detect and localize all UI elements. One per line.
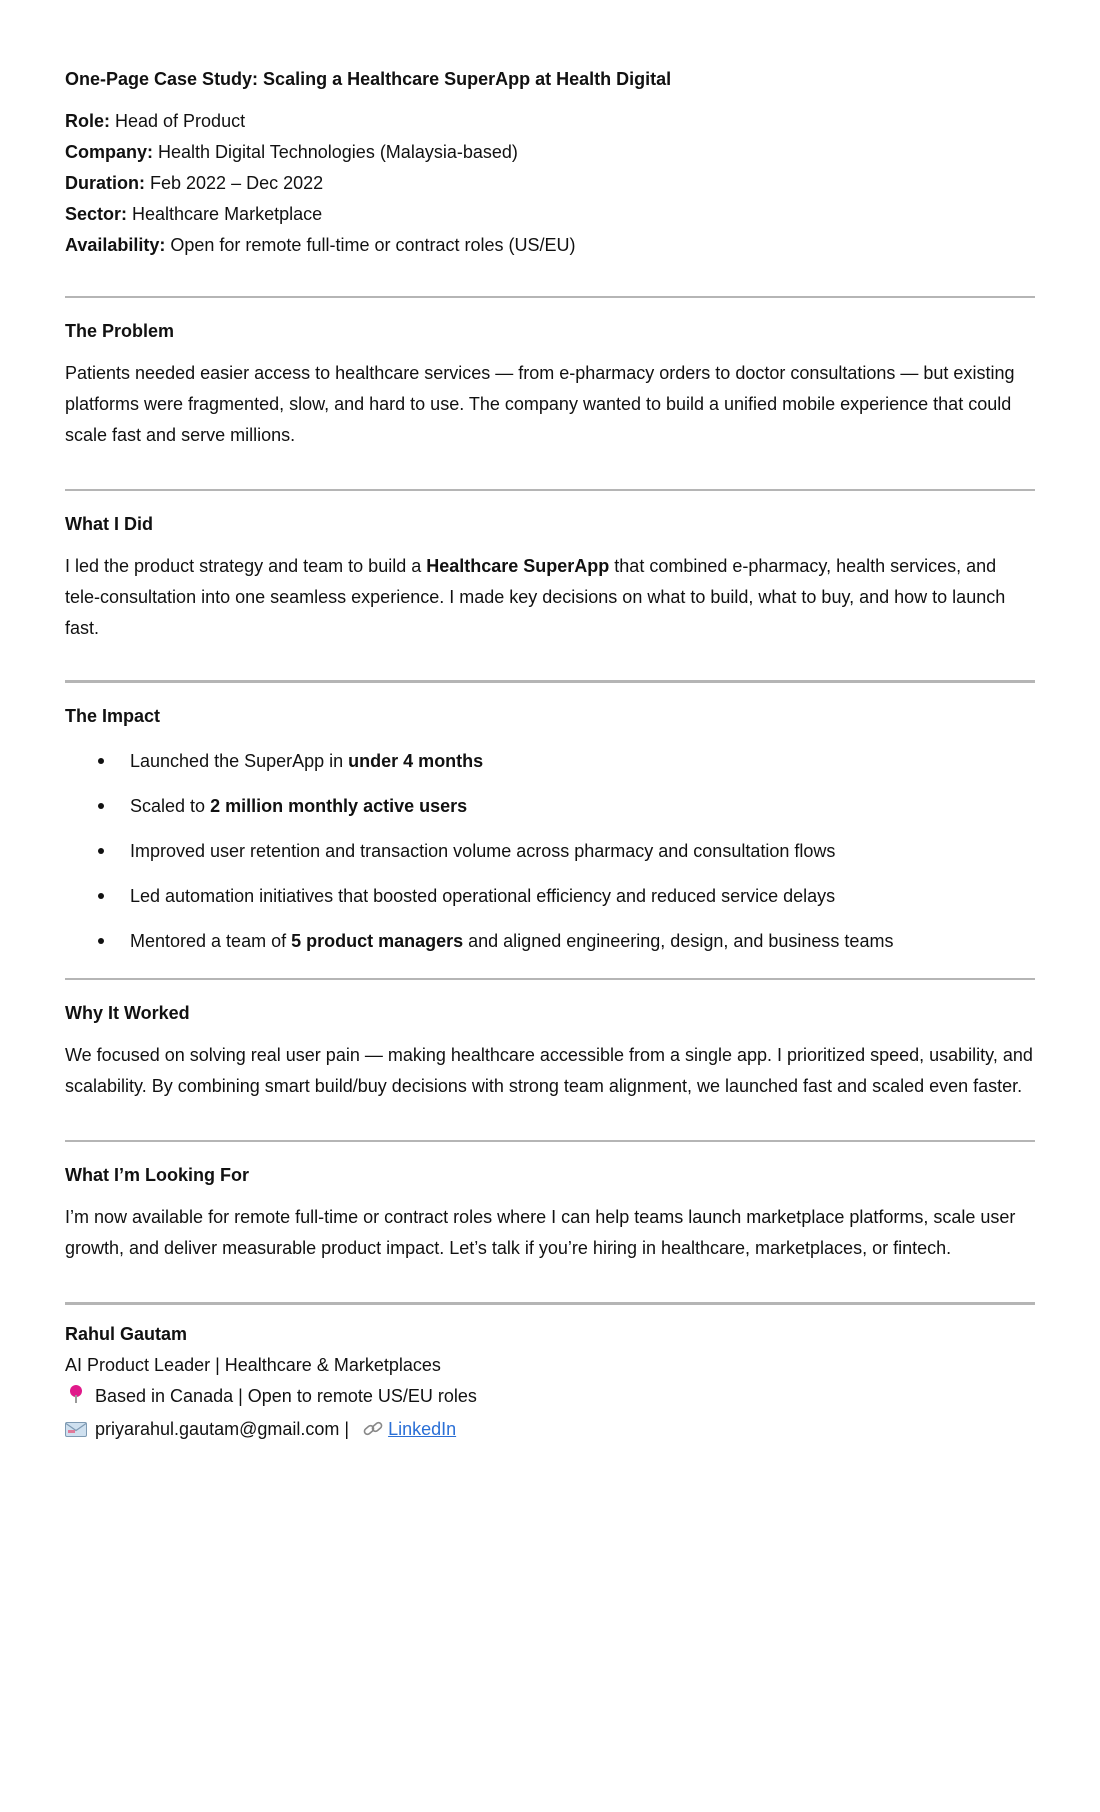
list-item	[65, 746, 1035, 776]
meta-role	[65, 106, 1035, 137]
text-run: Mentored a team of	[130, 931, 292, 951]
text-run: Launched the SuperApp in	[130, 751, 349, 771]
meta-value: Health Digital Technologies (Malaysia-based)	[153, 142, 518, 162]
bullet-icon	[98, 938, 104, 944]
text-emphasis: 2 million monthly active users	[210, 796, 468, 816]
text-run: that combined e-pharmacy, health services, and tele-consultation into one seamless experience. I made key decisions on what to build, what to buy, and how to launch fast.	[65, 556, 1006, 638]
bullet-icon	[98, 848, 104, 854]
text-emphasis: Healthcare SuperApp	[426, 556, 610, 576]
meta-block	[65, 106, 1035, 261]
link-icon	[362, 1420, 384, 1438]
meta-value: Healthcare Marketplace	[127, 204, 323, 224]
author-location	[65, 1380, 1035, 1413]
section-what-i-did	[65, 491, 1035, 644]
meta-value: Feb 2022 – Dec 2022	[145, 173, 324, 193]
list-item	[65, 791, 1035, 821]
list-item	[65, 926, 1035, 956]
section-text: Patients needed easier access to healthcare services — from e-pharmacy orders to doctor consultations — but existing platforms were fragmented, slow, and hard to use. The company wanted to build a unified mobile experience that could scale fast and serve millions.	[65, 363, 1015, 445]
meta-value: Head of Product	[110, 111, 246, 131]
section-why-it-worked	[65, 980, 1035, 1102]
list-item	[65, 836, 1035, 866]
meta-value: Open for remote full-time or contract roles (US/EU)	[165, 235, 576, 255]
meta-company	[65, 137, 1035, 168]
section-heading: The Problem	[65, 321, 175, 341]
section-text: I’m now available for remote full-time or contract roles where I can help teams launch marketplace platforms, scale user growth, and deliver measurable product impact. Let’s talk if you’re hiring in healthcare, marketplaces, or fintech.	[65, 1207, 1016, 1258]
author-name: Rahul Gautam	[65, 1324, 188, 1344]
section-text	[65, 551, 1035, 644]
location-text: Based in Canada | Open to remote US/EU roles	[95, 1386, 477, 1406]
section-problem	[65, 298, 1035, 451]
author-contact	[65, 1413, 1035, 1446]
bullet-icon	[98, 893, 104, 899]
text-emphasis: under 4 months	[348, 751, 484, 771]
text-run: Led automation initiatives that boosted operational efficiency and reduced service delays	[130, 886, 836, 906]
text-run: Improved user retention and transaction volume across pharmacy and consultation flows	[130, 841, 836, 861]
section-impact	[65, 683, 1035, 956]
bullet-icon	[98, 803, 104, 809]
list-item	[65, 881, 1035, 911]
bullet-icon	[98, 758, 104, 764]
meta-label: Sector:	[65, 204, 128, 224]
text-run: Scaled to	[130, 796, 211, 816]
contact-separator: |	[339, 1419, 355, 1439]
impact-list	[65, 746, 1035, 956]
text-run: and aligned engineering, design, and business teams	[463, 931, 894, 951]
section-looking-for	[65, 1142, 1035, 1264]
meta-duration	[65, 168, 1035, 199]
meta-availability	[65, 230, 1035, 261]
author-tagline: AI Product Leader | Healthcare & Marketplaces	[65, 1355, 441, 1375]
meta-label: Duration:	[65, 173, 145, 193]
linkedin-link[interactable]: LinkedIn	[388, 1419, 457, 1439]
section-text: We focused on solving real user pain — making healthcare accessible from a single app. I prioritized speed, usability, and scalability. By combining smart build/buy decisions with strong team alignment, we launched fast and scaled even faster.	[65, 1045, 1033, 1096]
document-title: One-Page Case Study: Scaling a Healthcare SuperApp at Health Digital	[65, 69, 672, 89]
signature-block	[65, 1305, 1035, 1446]
section-heading: Why It Worked	[65, 1003, 190, 1023]
meta-sector	[65, 199, 1035, 230]
section-heading: What I’m Looking For	[65, 1165, 249, 1185]
meta-label: Availability:	[65, 235, 166, 255]
meta-label: Company:	[65, 142, 154, 162]
email-link[interactable]: priyarahul.gautam@gmail.com	[95, 1419, 340, 1439]
section-heading: What I Did	[65, 514, 153, 534]
envelope-icon	[65, 1422, 87, 1437]
map-pin-icon	[69, 1385, 83, 1405]
section-heading: The Impact	[65, 706, 161, 726]
text-emphasis: 5 product managers	[291, 931, 464, 951]
meta-label: Role:	[65, 111, 110, 131]
text-run: I led the product strategy and team to build a	[65, 556, 427, 576]
